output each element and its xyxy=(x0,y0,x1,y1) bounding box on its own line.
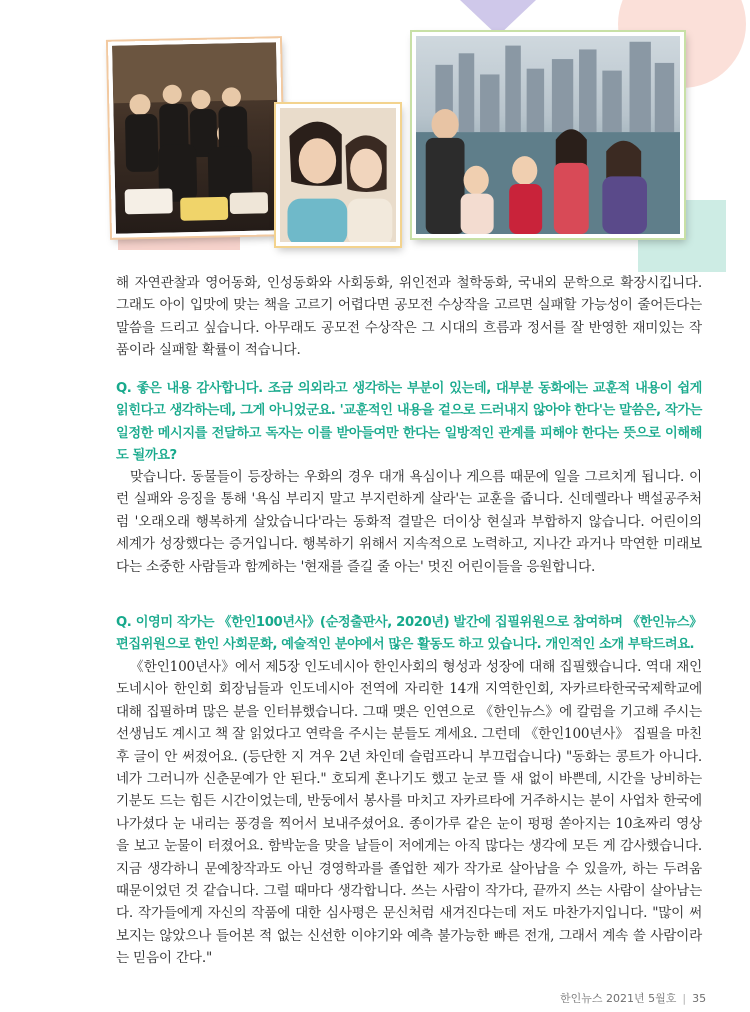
question-1: Q. 좋은 내용 감사합니다. 조금 의외라고 생각하는 부분이 있는데, 대부분 동화에는 교훈적 내용이 쉽게 읽힌다고 생각하는데, 그게 아니었군요. '교훈적인 내용을 겉으로 드러내지 않아야 한다'는 말씀은, 작가는 일정한 메시지를 전달하고 독자는 이를 받아들여만 한다는 일방적인 관계를 피해야 한다는 뜻으로 이해해도 될까요? xyxy=(116,381,702,464)
question-2: Q. 이영미 작가는 《한인100년사》(순정출판사, 2020년) 발간에 집필위원으로 참여하며 《한인뉴스》 편집위원으로 한인 사회문화, 예술적인 분야에서 많은 활동도 하고 있습니다. 개인적인 소개 부탁드려요. xyxy=(116,615,702,653)
answer-1: 맞습니다. 동물들이 등장하는 우화의 경우 대개 욕심이나 게으름 때문에 일을 그르치게 됩니다. 이런 실패와 응징을 통해 '욕심 부리지 말고 부지런하게 살라'는 교훈을 줍니다. 신데렐라나 백설공주처럼 '오래오래 행복하게 살았습니다'라는 동화적 결말은 더이상 현실과 부합하지 않습니다. 어린이의 세계가 성장했다는 증거입니다. 행복하기 위해서 지속적으로 노력하고, 지나간 과거나 막연한 미래보다는 소중한 사람들과 함께하는 '현재를 즐길 줄 아는' 멋진 어린이들을 응원합니다. xyxy=(116,469,702,575)
footer-publication: 한인뉴스 2021년 5월호 xyxy=(560,992,677,1005)
answer-2-block xyxy=(116,656,702,970)
group-photo-celebration xyxy=(108,38,284,238)
question-2-block xyxy=(116,612,702,657)
footer-separator: | xyxy=(682,992,687,1005)
intro-paragraph-block xyxy=(116,272,702,362)
answer-1-block xyxy=(116,466,702,578)
decorative-triangle xyxy=(460,0,536,36)
intro-paragraph: 해 자연관찰과 영어동화, 인성동화와 사회동화, 위인전과 철학동화, 국내외 문학으로 확장시킵니다. 그래도 아이 입맛에 맞는 책을 고르기 어렵다면 공모전 수상작을 고르면 실패할 가능성이 줄어든다는 말씀을 드리고 싶습니다. 아무래도 공모전 수상작은 그 시대의 흐름과 정서를 잘 반영한 재미있는 작품이라 실패할 확률이 적습니다. xyxy=(116,275,702,359)
page-number: 35 xyxy=(692,992,707,1005)
page-footer xyxy=(560,990,710,1006)
family-photo-harbor xyxy=(412,32,684,238)
answer-2: 《한인100년사》에서 제5장 인도네시아 한인사회의 형성과 성장에 대해 집필했습니다. 역대 재인도네시아 한인회 회장님들과 인도네시아 전역에 자리한 14개 지역한인회, 자카르타한국국제학교에 대해 집필하며 많은 분을 인터뷰했습니다. 그때 맺은 인연으로 《한인뉴스》에 칼럼을 기고해 주시는 선생님도 계시고 책 잘 읽었다고 연락을 주시는 분들도 계세요. 그런데 《한인100년사》 집필을 마친 후 글이 안 써졌어요. (등단한 지 겨우 2년 차인데 슬럼프라니 부끄럽습니다) "동화는 콩트가 아니다. 네가 그러니까 신춘문예가 안 된다." 호되게 혼나기도 했고 눈코 뜰 새 없이 바쁜데, 시간을 낭비하는 기분도 드는 힘든 시간이었는데, 반둥에서 봉사를 마치고 자카르타에 거주하시는 분이 사업차 한국에 나가셨다 눈 내리는 풍경을 찍어서 보내주셨어요. 종이가루 같은 눈이 펑펑 쏟아지는 10초짜리 영상을 보고 눈물이 터졌어요. 함박눈을 맞을 날들이 저에게는 아직 많다는 생각에 모든 게 감사했습니다. 지금 생각하니 문예창작과도 아닌 경영학과를 졸업한 제가 작가로 살아남을 수 있을까, 하는 두려움 때문이었던 것 같습니다. 그럴 때마다 생각합니다. 쓰는 사람이 작가다, 끝까지 쓰는 사람이 살아남는다. 작가들에게 자신의 작품에 대한 심사평은 문신처럼 새겨진다는데 저도 마찬가지입니다. "많이 써보지는 않았으나 들어본 적 없는 신선한 이야기와 예측 불가능한 빠른 전개, 그래서 계속 쓸 사람이라는 믿음이 간다." xyxy=(116,659,702,967)
question-1-block xyxy=(116,378,702,468)
selfie-photo-mother-daughter xyxy=(276,104,400,246)
